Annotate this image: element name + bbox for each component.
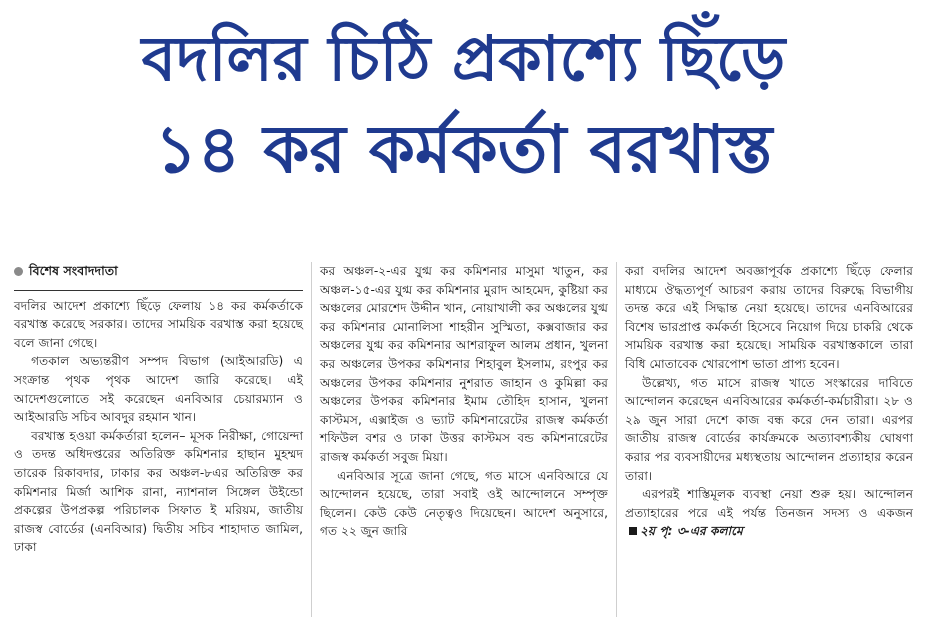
paragraph: গতকাল অভ্যন্তরীণ সম্পদ বিভাগ (আইআরডি) এ সংক্রান্ত পৃথক পৃথক আদেশ জারি করেছে। এই আদেশগুলোতে সই করেছেন এনবিআর চেয়ারম্যান ও আইআরডি সচিব আবদুর রহমান খান। [14, 354, 303, 425]
paragraph: বদলির আদেশ প্রকাশ্যে ছিঁড়ে ফেলায় ১৪ কর কর্মকর্তাকে বরখাস্ত করেছে সরকার। তাদের সাময়িক বরখাস্ত করা হয়েছে বলে জানা গেছে। [14, 298, 303, 350]
headline [0, 8, 927, 189]
square-icon [629, 527, 637, 535]
jump-text: ২য় পৃ: ৩-এর কলামে [640, 524, 743, 539]
paragraph: বরখাস্ত হওয়া কর্মকর্তারা হলেন– মূসক নিরীক্ষা, গোয়েন্দা ও তদন্ত অধিদপ্তরের অতিরিক্ত কমিশনার হাছান মুহম্মদ তারেক রিকাবদার, ঢাকার কর অঞ্চল-৮এর অতিরিক্ত কর কমিশনার মির্জা আশিক রানা, ন্যাশনাল সিঙ্গেল উইন্ডো প্রকল্পের উপপ্রকল্প পরিচালক সিফাত ই মরিয়ম, জাতীয় রাজস্ব বোর্ডের (এনবিআর) দ্বিতীয় সচিব শাহাদাত জামিল, ঢাকা [14, 428, 303, 555]
byline [14, 262, 303, 281]
headline-line-1: বদলির চিঠি প্রকাশ্যে ছিঁড়ে [141, 22, 786, 95]
article-body [6, 262, 921, 617]
byline-text: বিশেষ সংবাদদাতা [29, 263, 118, 278]
column-2 [311, 262, 616, 617]
headline-line-2: ১৪ কর কর্মকর্তা বরখাস্ত [154, 111, 773, 189]
column-1 [6, 262, 311, 617]
paragraph [625, 485, 913, 541]
continuation-jump [625, 524, 743, 538]
paragraph: এনবিআর সূত্রে জানা গেছে, গত মাসে এনবিআরে যে আন্দোলন হয়েছে, তারা সবাই ওই আন্দোলনে সম্পৃক্ত ছিলেন। কেউ কেউ নেতৃত্বও দিয়েছেন। আদেশ অনুসারে, গত ২২ জুন জারি [320, 468, 608, 539]
byline-divider [14, 290, 303, 291]
paragraph: কর অঞ্চল-২-এর যুগ্ম কর কমিশনার মাসুমা খাতুন, কর অঞ্চল-১৫-এর যুগ্ম কর কমিশনার মুরাদ আহমেদ, কুষ্টিয়া কর অঞ্চলের মোরশেদ উদ্দীন খান, নোয়াখালী কর অঞ্চলের যুগ্ম কর কমিশনার মোনালিসা শাহরীন সুস্মিতা, কক্সবাজার কর অঞ্চলের যুগ্ম কর কমিশনার আশরাফুল আলম প্রধান, খুলনা কর অঞ্চলের উপকর কমিশনার শিহাবুল ইসলাম, রংপুর কর অঞ্চলের উপকর কমিশনার নুশরাত জাহান ও কুমিল্লা কর অঞ্চলের উপকর কমিশনার ইমাম তৌহিদ হাসান, খুলনা কাস্টমস, এক্সাইজ ও ভ্যাট কমিশনারেটের রাজস্ব কর্মকর্তা শফিউল বশর ও ঢাকা উত্তর কাস্টমস বন্ড কমিশনারেটের রাজস্ব কর্মকর্তা সবুজ মিয়া। [320, 264, 608, 464]
paragraph-text: এরপরই শাস্তিমূলক ব্যবস্থা নেয়া শুরু হয়। আন্দোলন প্রত্যাহারের পরে এই পর্যন্ত তিনজন সদস্য ও একজন [625, 487, 913, 520]
bullet-icon [14, 267, 23, 276]
column-3 [616, 262, 921, 617]
paragraph: উল্লেখ্য, গত মাসে রাজস্ব খাতে সংস্কারের দাবিতে আন্দোলন করেছেন এনবিআরের কর্মকর্তা-কর্মচারীরা। ২৮ ও ২৯ জুন সারা দেশে কাজ বন্ধ করে দেন তারা। এরপর জাতীয় রাজস্ব বোর্ডের কার্যক্রমকে অত্যাবশ্যকীয় ঘোষণা করার পর ব্যবসায়ীদের মধ্যস্থতায় আন্দোলন প্রত্যাহার করেন তারা। [625, 375, 913, 483]
paragraph: করা বদলির আদেশ অবজ্ঞাপূর্বক প্রকাশ্যে ছিঁড়ে ফেলার মাধ্যমে ঔদ্ধত্যপূর্ণ আচরণ করায় তাদের বিরুদ্ধে বিভাগীয় তদন্ত করে এই সিদ্ধান্ত নেয়া হয়েছে। তাদের এনবিআরের বিশেষ ভারপ্রাপ্ত কর্মকর্তা হিসেবে নিয়োগ দিয়ে চাকরি থেকে সাময়িক বরখাস্ত করা হয়েছে। সাময়িক বরখাস্তকালে তারা বিধি মোতাবেক খোরপোশ ভাতা প্রাপ্য হবেন। [625, 264, 913, 371]
